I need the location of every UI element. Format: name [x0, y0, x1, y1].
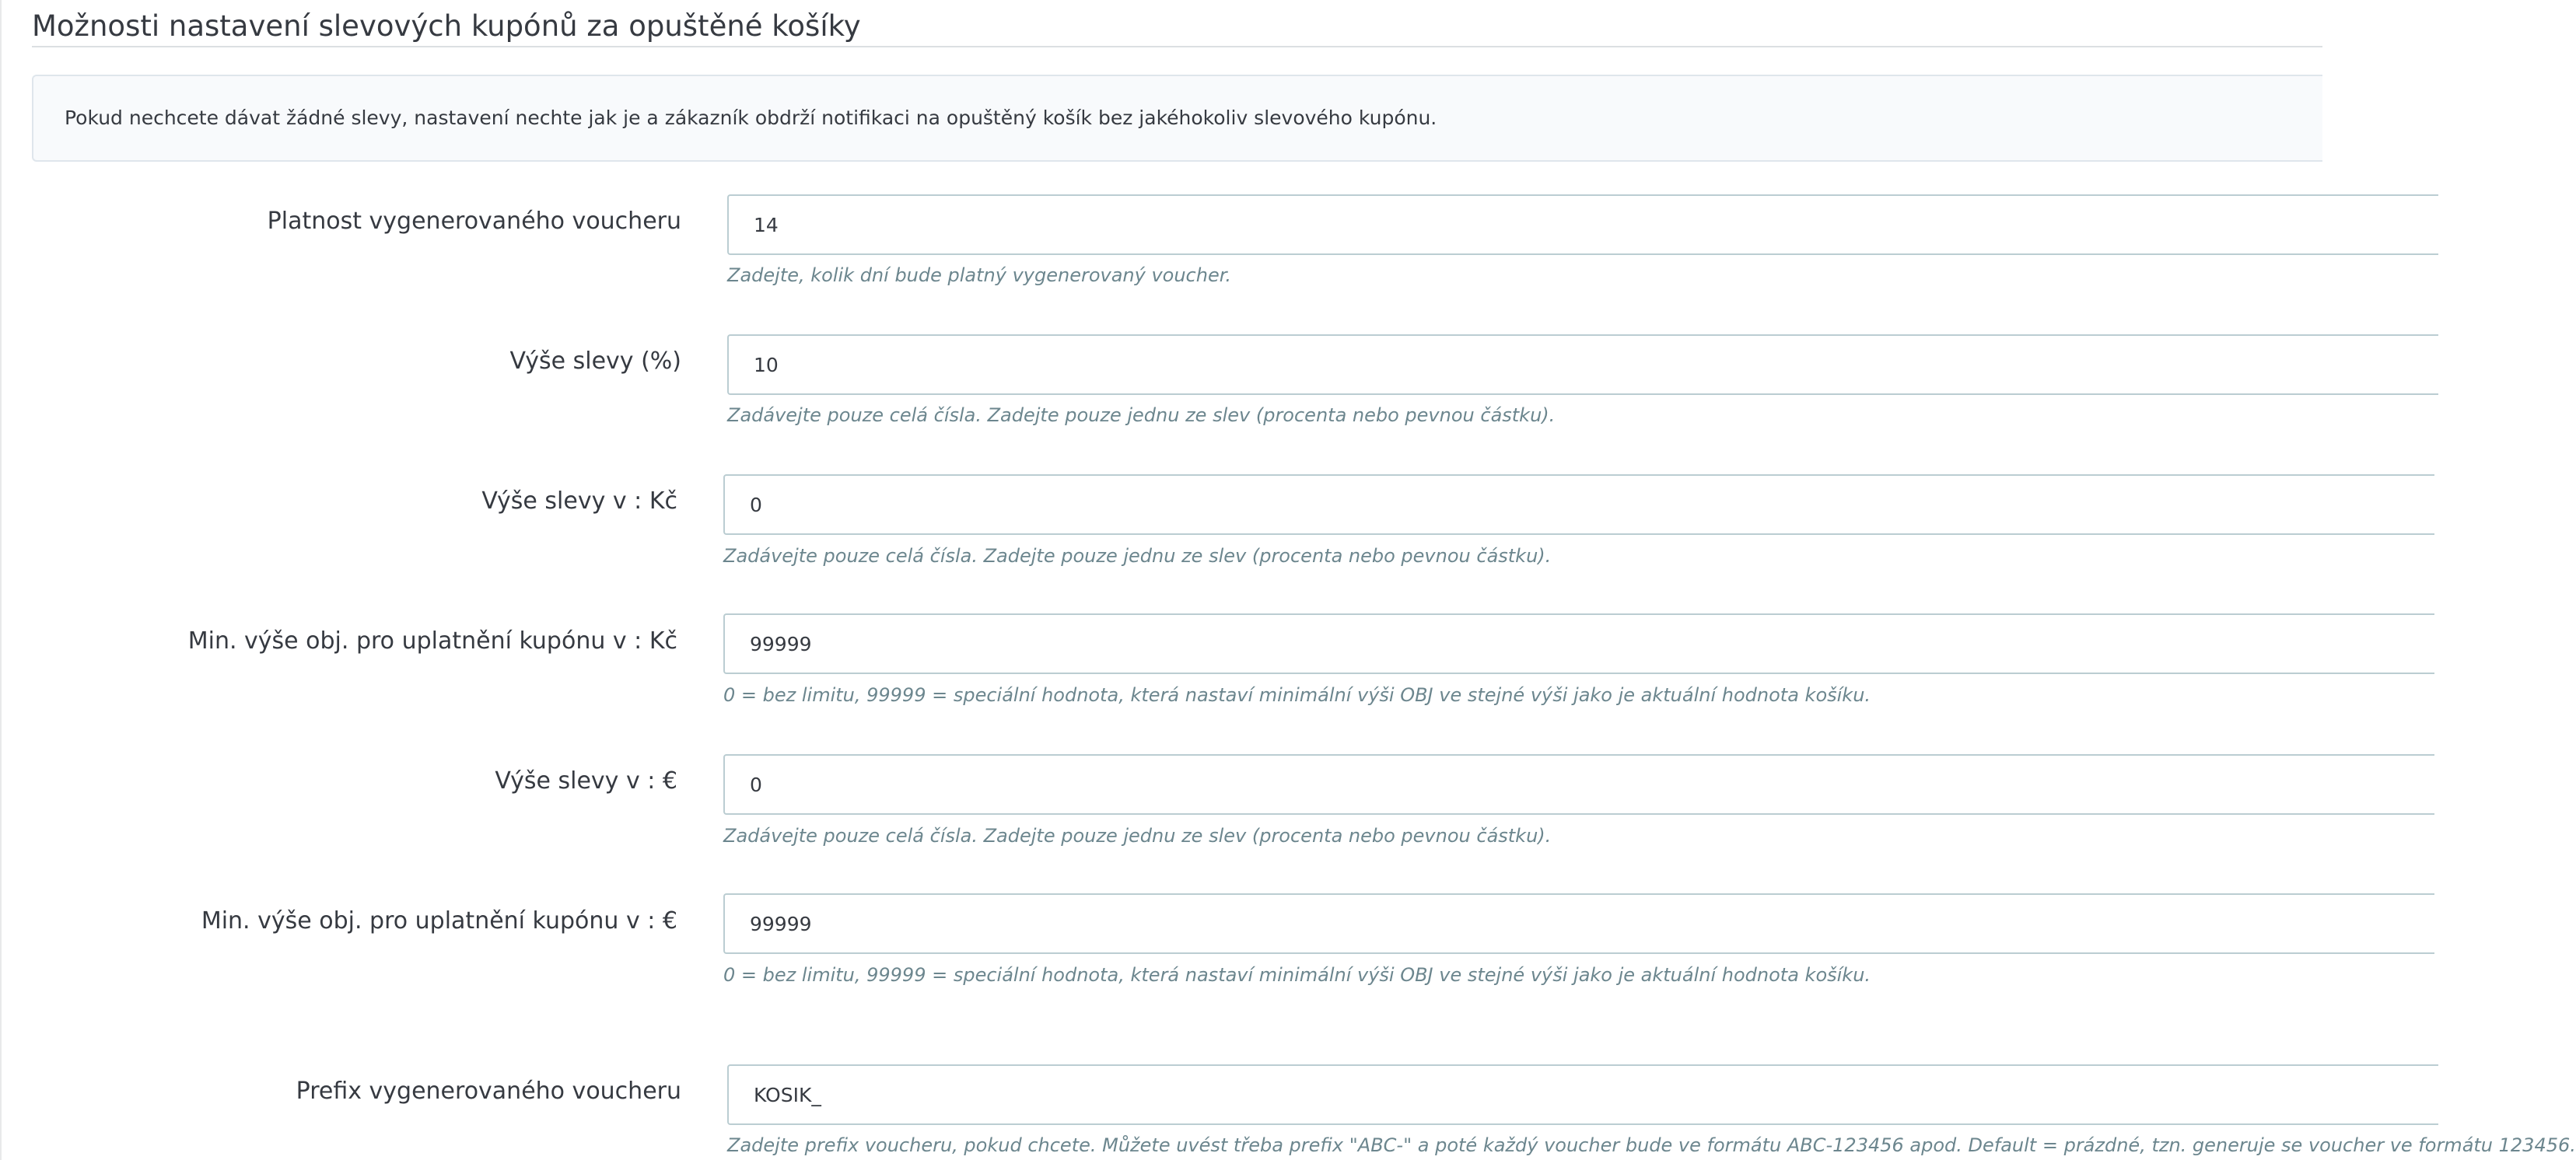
discount-czk-help: Zadávejte pouze celá čísla. Zadejte pouze jednu ze slev (procenta nebo pevnou částku).: [723, 545, 1552, 567]
info-alert-text: Pokud nechcete dávat žádné slevy, nastavení nechte jak je a zákazník obdrží notifikaci na opuštěný košík bez jakéhokoliv slevového kupónu.: [65, 107, 1437, 129]
min-order-czk-input[interactable]: [723, 613, 2434, 674]
voucher-prefix-input[interactable]: [727, 1064, 2438, 1125]
voucher-validity-label: Platnost vygenerovaného voucheru: [267, 208, 681, 235]
discount-eur-help: Zadávejte pouze celá čísla. Zadejte pouze jednu ze slev (procenta nebo pevnou částku).: [723, 825, 1552, 847]
voucher-validity-input[interactable]: [727, 194, 2438, 255]
voucher-validity-help: Zadejte, kolik dní bude platný vygenerovaný voucher.: [727, 264, 1232, 286]
section-title: Možnosti nastavení slevových kupónů za opuštěné košíky: [32, 9, 861, 43]
min-order-eur-input[interactable]: [723, 893, 2434, 954]
discount-czk-label: Výše slevy v : Kč: [481, 487, 677, 515]
voucher-prefix-label: Prefix vygenerovaného voucheru: [296, 1078, 681, 1105]
discount-eur-label: Výše slevy v : €: [495, 767, 677, 795]
min-order-czk-label: Min. výše obj. pro uplatnění kupónu v : Kč: [187, 627, 677, 655]
discount-percent-input[interactable]: [727, 334, 2438, 395]
min-order-eur-label: Min. výše obj. pro uplatnění kupónu v : €: [201, 907, 677, 935]
discount-eur-input[interactable]: [723, 754, 2434, 815]
min-order-eur-help: 0 = bez limitu, 99999 = speciální hodnota, která nastaví minimální výši OBJ ve stejné výši jako je aktuální hodnota košíku.: [723, 964, 1871, 986]
left-divider: [0, 0, 2, 1160]
discount-czk-input[interactable]: [723, 474, 2434, 535]
title-divider: [32, 46, 2322, 47]
discount-percent-help: Zadávejte pouze celá čísla. Zadejte pouze jednu ze slev (procenta nebo pevnou částku).: [727, 404, 1556, 426]
min-order-czk-help: 0 = bez limitu, 99999 = speciální hodnota, která nastaví minimální výši OBJ ve stejné výši jako je aktuální hodnota košíku.: [723, 684, 1871, 706]
info-alert: [32, 75, 2322, 162]
discount-percent-label: Výše slevy (%): [509, 348, 681, 375]
voucher-prefix-help: Zadejte prefix voucheru, pokud chcete. Můžete uvést třeba prefix "ABC-" a poté každý voucher bude ve formátu ABC-123456 apod. Default = prázdné, tzn. generuje se voucher ve formátu 123456.: [727, 1134, 2576, 1156]
